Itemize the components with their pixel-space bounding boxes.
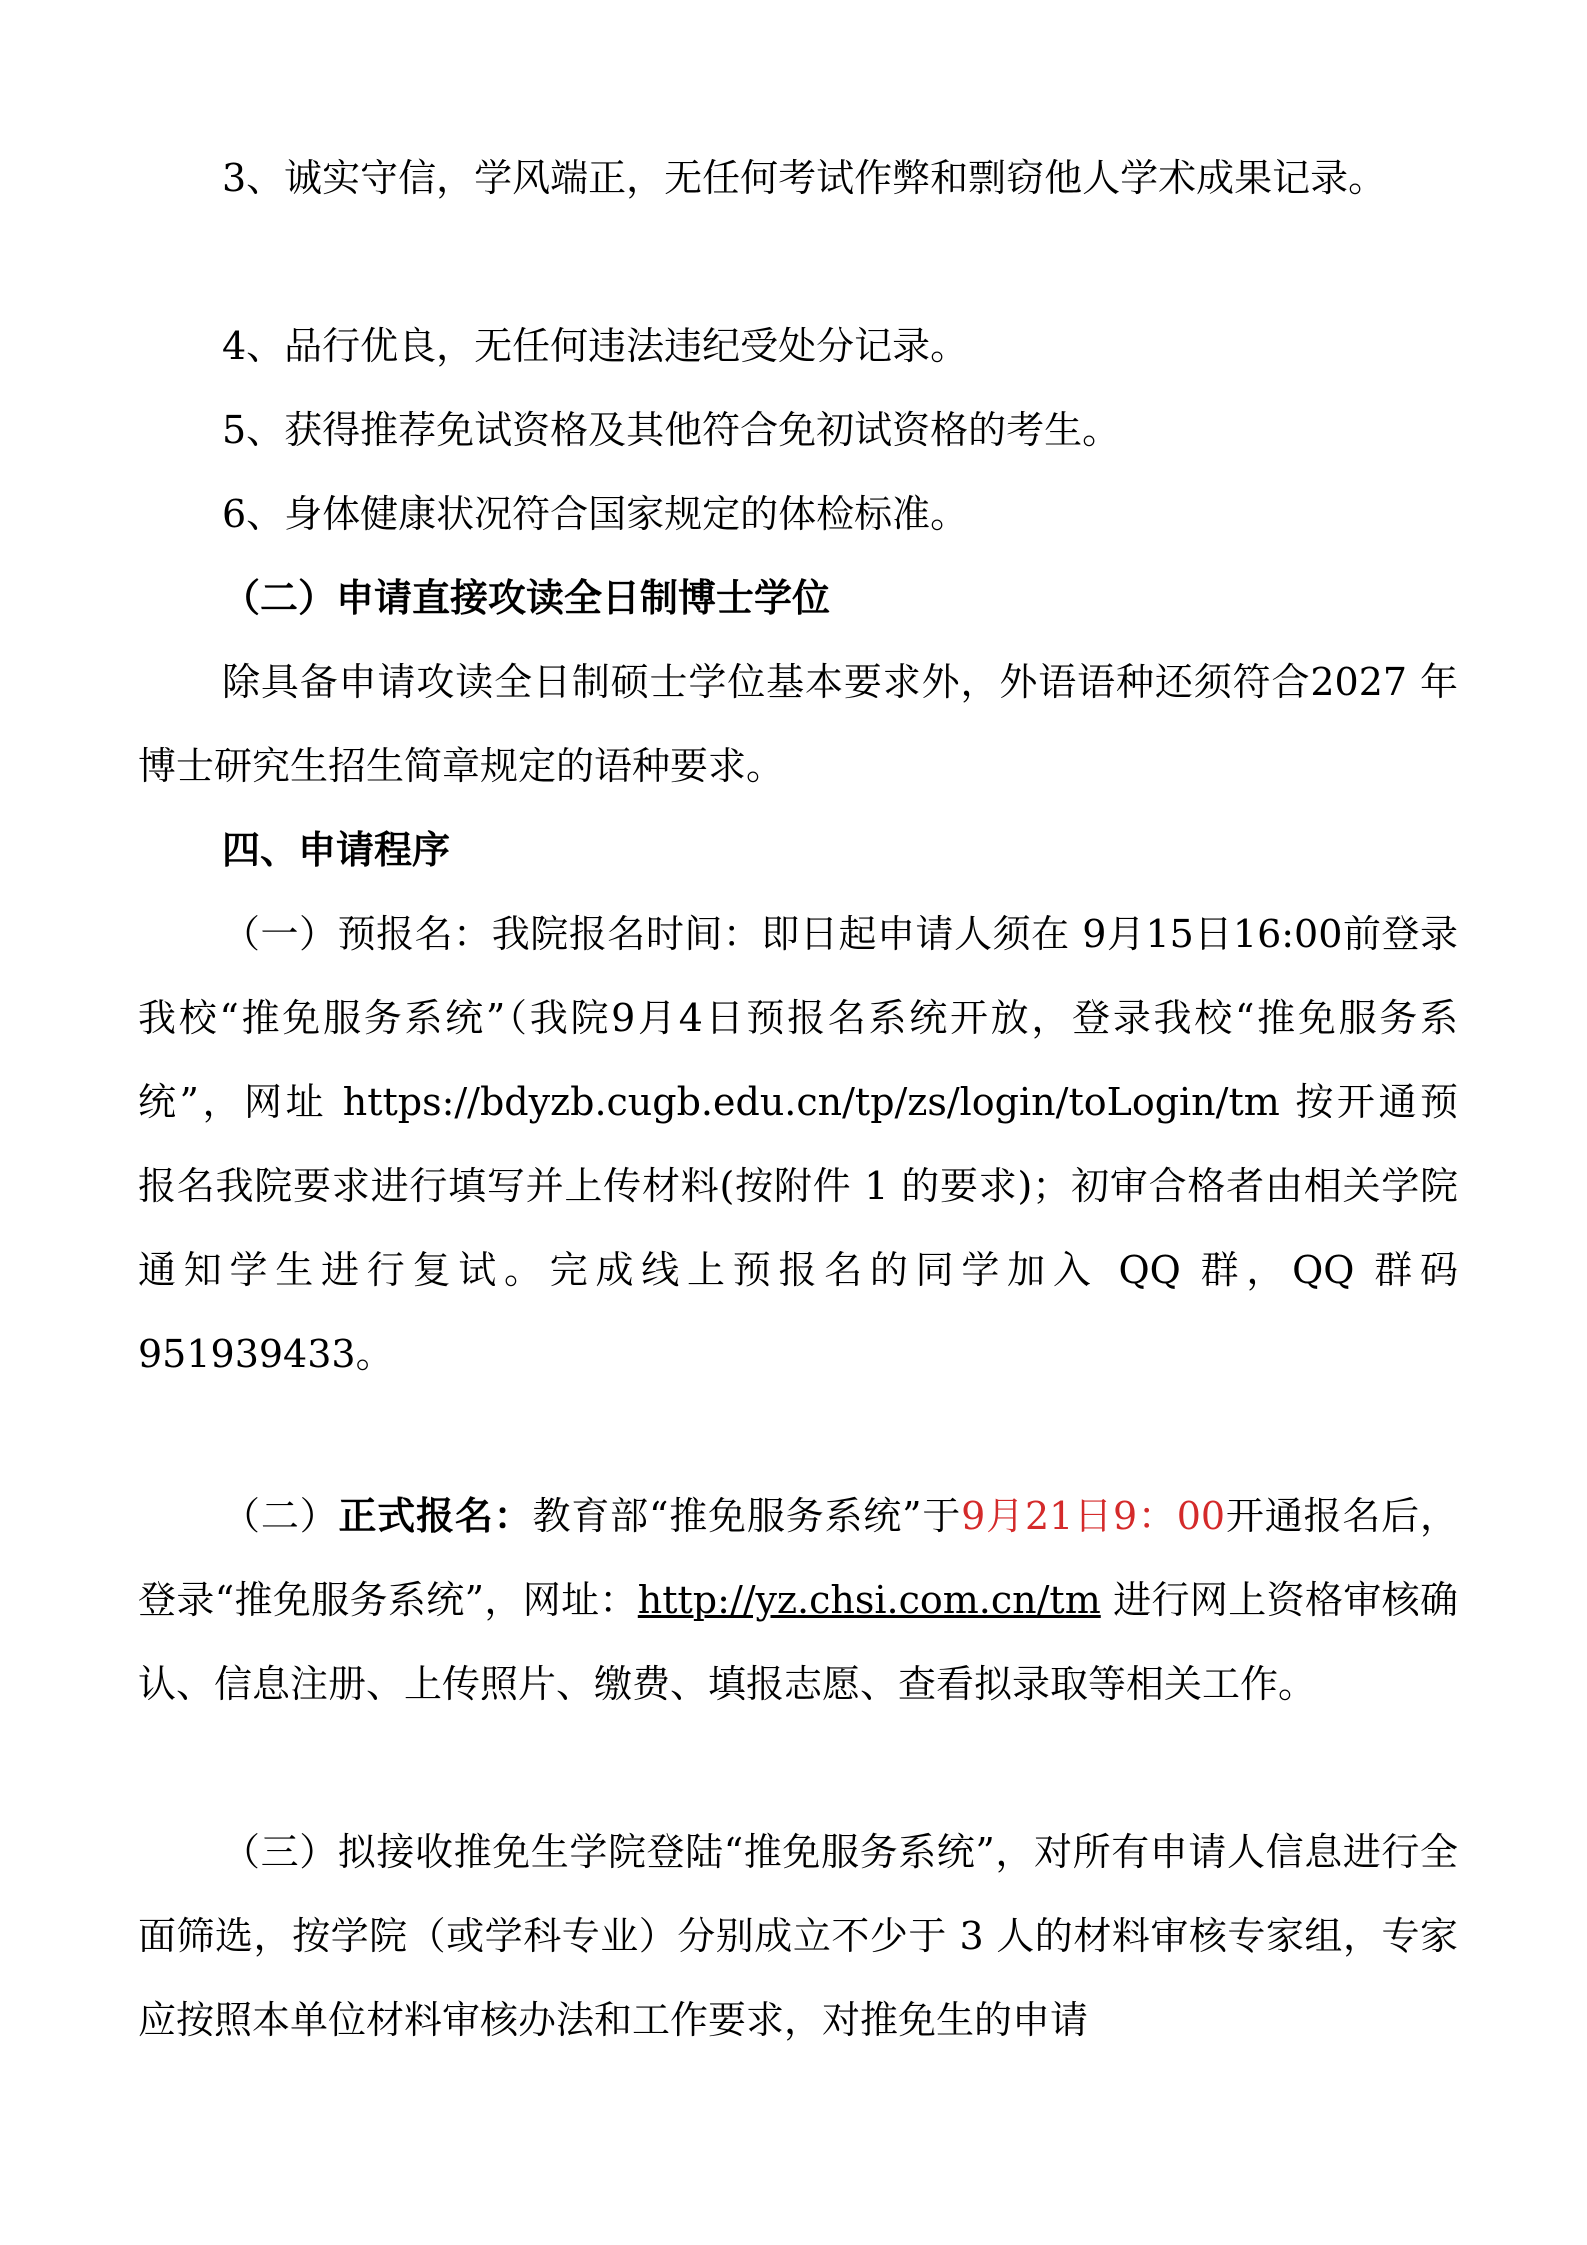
formal-reg-label: 正式报名： [338, 1493, 533, 1538]
formal-registration-paragraph [138, 1474, 1458, 1726]
requirement-4: 4、品行优良，无任何违法违纪受处分记录。 [222, 324, 969, 368]
formal-reg-date: 9月21日9：00 [961, 1494, 1226, 1538]
formal-reg-text-2: 开通报名后，登录“推免服务系统”，网址： [138, 1494, 1458, 1622]
chsi-link[interactable]: http://yz.chsi.com.cn/tm [637, 1578, 1101, 1622]
pre-registration-paragraph: （一）预报名：我院报名时间：即日起申请人须在 9月15日16:00前登录我校“推免服务系统”（我院9月4日预报名系统开放，登录我校“推免服务系统”，网址 https://bdyzb.cugb.edu.cn/tp/zs/login/toLogin/tm 按开通预报名我院要求进行填写并上传材料(按附件 1 的要求)；初审合格者由相关学院通知学生进行复试。完成线上预报名的同学加入 QQ 群，QQ 群码 951939433。 [138, 912, 1458, 1376]
requirement-3: 3、诚实守信，学风端正，无任何考试作弊和剽窃他人学术成果记录。 [222, 156, 1387, 200]
requirement-5: 5、获得推荐免试资格及其他符合免初试资格的考生。 [222, 408, 1121, 452]
section-heading-procedure: 四、申请程序 [222, 827, 451, 872]
requirement-6: 6、身体健康状况符合国家规定的体检标准。 [222, 492, 969, 536]
formal-reg-prefix: （二） [222, 1494, 339, 1538]
doctoral-requirement: 除具备申请攻读全日制硕士学位基本要求外，外语语种还须符合2027 年博士研究生招生简章规定的语种要求。 [138, 660, 1458, 788]
section-heading-doctoral: （二）申请直接攻读全日制博士学位 [222, 575, 831, 620]
formal-reg-text-3: 进行网上资格审核确认、信息注册、上传照片、缴费、填报志愿、查看拟录取等相关工作。 [138, 1578, 1458, 1706]
review-paragraph: （三）拟接收推免生学院登陆“推免服务系统”，对所有申请人信息进行全面筛选，按学院（或学科专业）分别成立不少于 3 人的材料审核专家组，专家应按照本单位材料审核办法和工作要求，对推免生的申请 [138, 1830, 1458, 2042]
formal-reg-text-1: 教育部“推免服务系统”于 [532, 1494, 962, 1538]
